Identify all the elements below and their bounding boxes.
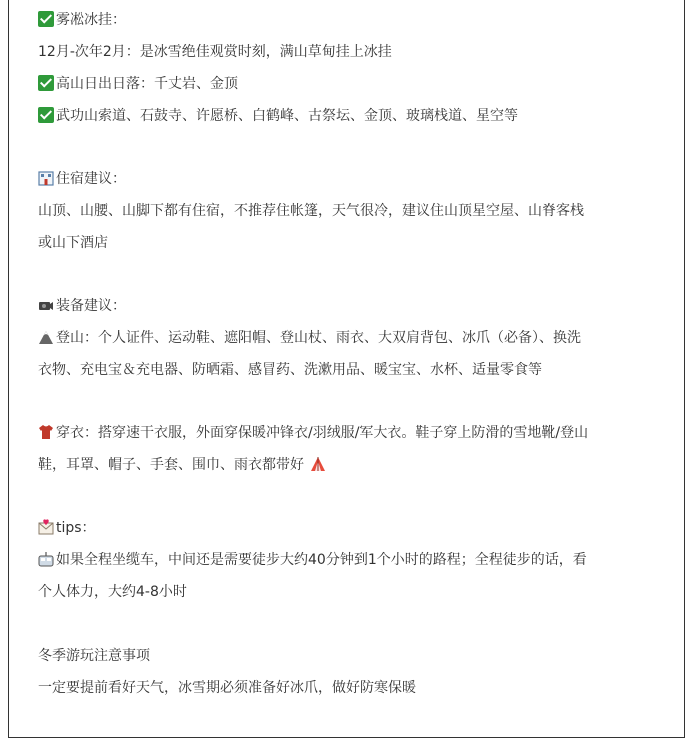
line-attractions: 武功山索道、石鼓寺、许愿桥、白鹤峰、古祭坛、金顶、玻璃栈道、星空等 bbox=[38, 106, 518, 126]
line-lodging-desc-2: 或山下酒店 bbox=[38, 235, 108, 251]
line-tips-cablecar-2: 个人体力，大约4-8小时 bbox=[38, 584, 187, 600]
line-lodging-heading: 住宿建议： bbox=[38, 169, 126, 189]
line-clothing-2: 鞋，耳罩、帽子、手套、围巾、雨衣都带好 bbox=[38, 455, 328, 475]
line-sunrise: 高山日出日落：千丈岩、金顶 bbox=[38, 74, 238, 94]
envelope-icon bbox=[38, 519, 54, 535]
line-gear-heading: 装备建议： bbox=[38, 296, 126, 316]
line-rime-desc: 12月-次年2月：是冰雪绝佳观赏时刻，满山草甸挂上冰挂 bbox=[38, 44, 392, 60]
line-climbing-gear-2: 衣物、充电宝＆充电器、防晒霜、感冒药、洗漱用品、暖宝宝、水杯、适量零食等 bbox=[38, 362, 542, 378]
line-climbing-gear: 登山：个人证件、运动鞋、遮阳帽、登山杖、雨衣、大双肩背包、冰爪（必备）、换洗 bbox=[38, 328, 581, 348]
tent-icon bbox=[310, 456, 326, 472]
line-tips-cablecar: 如果全程坐缆车，中间还是需要徒步大约40分钟到1个小时的路程；全程徒步的话，看 bbox=[38, 550, 587, 570]
line-lodging-desc: 山顶、山腰、山脚下都有住宿，不推荐住帐篷，天气很冷，建议住山顶星空屋、山脊客栈 bbox=[38, 203, 584, 219]
line-clothing: 穿衣：搭穿速干衣服，外面穿保暖冲锋衣/羽绒服/军大衣。鞋子穿上防滑的雪地靴/登山 bbox=[38, 423, 588, 443]
check-icon bbox=[38, 11, 54, 27]
mountain-icon bbox=[38, 329, 54, 345]
hotel-icon bbox=[38, 170, 54, 186]
line-tips-heading: tips： bbox=[38, 518, 96, 538]
line-winter-desc: 一定要提前看好天气，冰雪期必须准备好冰爪，做好防寒保暖 bbox=[38, 680, 416, 696]
line-rime: 雾凇冰挂： bbox=[38, 10, 126, 30]
shirt-icon bbox=[38, 424, 54, 440]
camera-icon bbox=[38, 297, 54, 313]
check-icon bbox=[38, 75, 54, 91]
cable-car-icon bbox=[38, 551, 54, 567]
check-icon bbox=[38, 107, 54, 123]
line-winter-heading: 冬季游玩注意事项 bbox=[38, 648, 150, 664]
